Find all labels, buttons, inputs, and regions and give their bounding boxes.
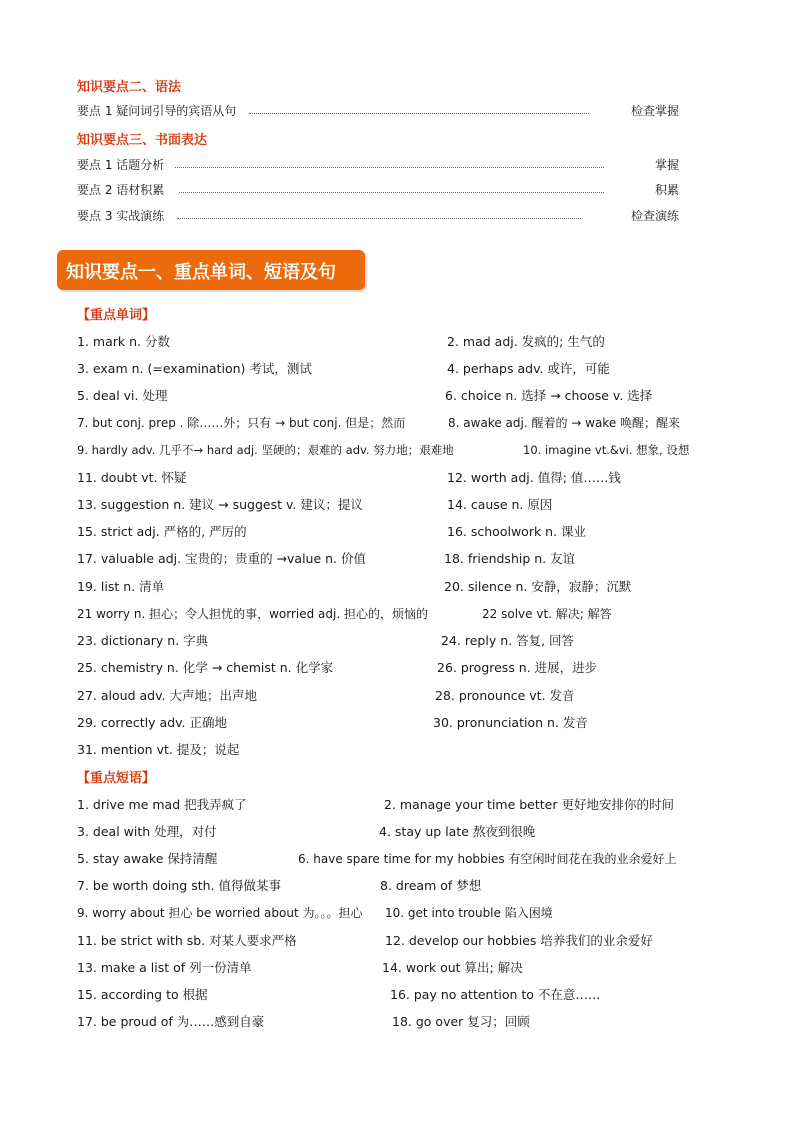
vocab-item: 27. aloud adv. 大声地；出声地 — [77, 688, 257, 703]
vocab-item: 18. friendship n. 友谊 — [444, 551, 576, 566]
phrase-item: 11. be strict with sb. 对某人要求严格 — [77, 933, 297, 948]
phrases-section-label: 【重点短语】 — [77, 771, 156, 786]
toc-item-target: 检查演练 — [630, 209, 679, 223]
vocab-item: 24. reply n. 答复, 回答 — [441, 633, 575, 648]
toc-item-target: 掌握 — [654, 158, 679, 172]
toc-item-label: 要点 1 话题分析 — [77, 158, 165, 172]
phrase-item: 16. pay no attention to 不在意…… — [390, 987, 601, 1002]
toc-item-target: 积累 — [654, 183, 679, 197]
phrase-item: 17. be proud of 为……感到自豪 — [77, 1014, 265, 1029]
vocab-item: 13. suggestion n. 建议 → suggest v. 建议；提议 — [77, 497, 363, 512]
toc-dot-leader — [177, 218, 581, 219]
vocab-item: 7. but conj. prep . 除……外；只有 → but conj. 但是；然而 — [77, 416, 406, 430]
phrase-item: 10. get into trouble 陷入困境 — [385, 906, 553, 920]
vocab-item: 20. silence n. 安静，寂静；沉默 — [444, 579, 632, 594]
vocab-item: 4. perhaps adv. 或许，可能 — [447, 361, 610, 376]
vocab-item: 12. worth adj. 值得; 值……钱 — [447, 470, 621, 485]
vocab-item: 26. progress n. 进展，进步 — [437, 660, 598, 675]
section-banner — [57, 250, 365, 290]
phrase-item: 2. manage your time better 更好地安排你的时间 — [384, 797, 674, 812]
toc-grammar-heading: 知识要点二、语法 — [77, 80, 182, 95]
toc-item-label: 要点 1 疑问词引导的宾语从句 — [77, 104, 237, 118]
vocab-item: 3. exam n. (=examination) 考试，测试 — [77, 361, 312, 376]
vocab-item: 30. pronunciation n. 发音 — [433, 715, 588, 730]
toc-item-writing-2[interactable] — [77, 181, 679, 199]
vocab-item: 11. doubt vt. 怀疑 — [77, 470, 187, 485]
phrase-item: 13. make a list of 列一份清单 — [77, 960, 252, 975]
toc-item-writing-1[interactable] — [77, 156, 679, 174]
vocab-item: 16. schoolwork n. 课业 — [447, 524, 587, 539]
toc-dot-leader — [175, 167, 604, 168]
vocab-item: 2. mad adj. 发疯的; 生气的 — [447, 334, 605, 349]
phrase-item: 14. work out 算出; 解决 — [382, 960, 523, 975]
vocab-item: 19. list n. 清单 — [77, 579, 165, 594]
phrase-item: 6. have spare time for my hobbies 有空闲时间花在我的业余爱好上 — [298, 852, 677, 866]
vocab-item: 23. dictionary n. 字典 — [77, 633, 209, 648]
section-banner-title: 知识要点一、重点单词、短语及句 — [66, 262, 336, 283]
toc-item-writing-3[interactable] — [77, 207, 679, 225]
phrase-item: 8. dream of 梦想 — [380, 878, 482, 893]
vocab-section-label: 【重点单词】 — [77, 308, 156, 323]
toc-item-grammar-1[interactable] — [77, 102, 679, 120]
vocab-item: 9. hardly adv. 几乎不→ hard adj. 坚硬的；艰难的 adv. 努力地；艰难地 — [77, 443, 454, 457]
vocab-item: 28. pronounce vt. 发音 — [435, 688, 575, 703]
toc-dot-leader — [179, 192, 604, 193]
vocab-item: 25. chemistry n. 化学 → chemist n. 化学家 — [77, 660, 334, 675]
phrase-item: 18. go over 复习；回顾 — [392, 1014, 530, 1029]
vocab-item: 5. deal vi. 处理 — [77, 388, 168, 403]
vocab-item: 15. strict adj. 严格的, 严厉的 — [77, 524, 247, 539]
vocab-item: 14. cause n. 原因 — [447, 497, 553, 512]
vocab-item: 22 solve vt. 解决; 解答 — [482, 607, 612, 621]
vocab-item: 8. awake adj. 醒着的 → wake 唤醒；醒来 — [448, 416, 681, 430]
phrase-item: 4. stay up late 熬夜到很晚 — [379, 824, 536, 839]
phrase-item: 3. deal with 处理，对付 — [77, 824, 217, 839]
vocab-item: 21 worry n. 担心；令人担忧的事，worried adj. 担心的，烦恼的 — [77, 607, 428, 621]
toc-item-label: 要点 3 实战演练 — [77, 209, 165, 223]
vocab-item: 29. correctly adv. 正确地 — [77, 715, 227, 730]
vocab-item: 1. mark n. 分数 — [77, 334, 170, 349]
phrase-item: 12. develop our hobbies 培养我们的业余爱好 — [385, 933, 653, 948]
phrase-item: 9. worry about 担心 be worried about 为。。。担心 — [77, 906, 363, 920]
vocab-item: 31. mention vt. 提及；说起 — [77, 742, 240, 757]
phrase-item: 15. according to 根据 — [77, 987, 208, 1002]
phrase-item: 7. be worth doing sth. 值得做某事 — [77, 878, 281, 893]
toc-item-label: 要点 2 语材积累 — [77, 183, 165, 197]
phrase-item: 1. drive me mad 把我弄疯了 — [77, 797, 247, 812]
vocab-item: 17. valuable adj. 宝贵的；贵重的 →value n. 价值 — [77, 551, 367, 566]
phrase-item: 5. stay awake 保持清醒 — [77, 851, 218, 866]
vocab-item: 6. choice n. 选择 → choose v. 选择 — [445, 388, 653, 403]
toc-item-target: 检查掌握 — [630, 104, 679, 118]
vocab-item: 10. imagine vt.&vi. 想象, 设想 — [523, 443, 690, 457]
toc-dot-leader — [249, 113, 589, 114]
toc-writing-heading: 知识要点三、书面表达 — [77, 133, 208, 148]
